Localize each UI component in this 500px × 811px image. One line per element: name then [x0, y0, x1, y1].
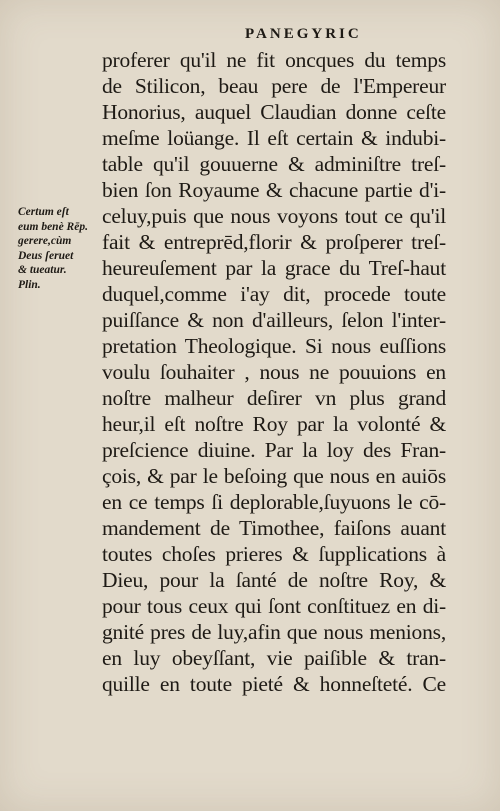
- text-line: duquel,comme i'ay dit, procede toute: [102, 282, 446, 306]
- marginal-line: & tueatur.: [18, 264, 67, 276]
- text-line: voulu ſouhaiter , nous ne pouuions en: [102, 360, 446, 384]
- text-line: mandement de Timothee, faiſons auant: [102, 516, 446, 540]
- main-text-block: [102, 47, 446, 749]
- marginal-line: eum benè Rēp.: [18, 220, 88, 233]
- running-header: PANEGYRIC: [245, 26, 362, 42]
- text-line: quille en toute pieté & honneſteté. Ce: [102, 672, 446, 696]
- text-line: en luy obeyſſant, vie paiſible & tran-: [102, 646, 446, 670]
- text-line: heureuſement par la grace du Treſ-haut: [102, 256, 446, 280]
- marginal-line: Certum eſt: [18, 206, 69, 218]
- text-line: puiſſance & non d'ailleurs, ſelon l'inter-: [102, 308, 446, 332]
- text-line: bien ſon Royaume & chacune partie d'i-: [102, 178, 446, 202]
- text-line: gnité pres de luy,afin que nous menions,: [102, 620, 446, 644]
- marginal-note: [18, 205, 98, 292]
- text-line: celuy,puis que nous voyons tout ce qu'il: [102, 204, 446, 228]
- text-line: [102, 697, 446, 723]
- text-line: preſcience diuine. Par la loy des Fran-: [102, 438, 446, 462]
- text-line: [102, 723, 446, 749]
- marginal-line: Deus ſeruet: [18, 249, 74, 262]
- text-line: de Stilicon, beau pere de l'Empereur: [102, 74, 446, 98]
- marginal-line: Plin.: [18, 278, 41, 291]
- text-line: Honorius, auquel Claudian donne ceſte: [102, 100, 446, 124]
- text-line: heur,il eſt noſtre Roy par la volonté &: [102, 412, 446, 436]
- text-line: toutes choſes prieres & ſupplications à: [102, 542, 446, 566]
- text-line: noſtre malheur deſirer vn plus grand: [102, 386, 446, 410]
- text-line: pretation Theologique. Si nous euſſions: [102, 334, 446, 358]
- text-line: fait & entreprēd,florir & proſperer treſ-: [102, 230, 446, 254]
- text-line: çois, & par le beſoing que nous en auiōs: [102, 464, 446, 488]
- marginal-line: gerere,cùm: [18, 235, 72, 247]
- text-line: table qu'il gouuerne & adminiſtre treſ-: [102, 152, 446, 176]
- text-line: pour tous ceux qui ſont conſtituez en di-: [102, 594, 446, 618]
- text-line: meſme loüange. Il eſt certain & indubi-: [102, 126, 446, 150]
- text-line: Dieu, pour la ſanté de noſtre Roy, &: [102, 568, 446, 592]
- text-line: proferer qu'il ne fit oncques du temps: [102, 48, 446, 72]
- text-line: en ce temps ſi deplorable,ſuyuons le cō-: [102, 490, 446, 514]
